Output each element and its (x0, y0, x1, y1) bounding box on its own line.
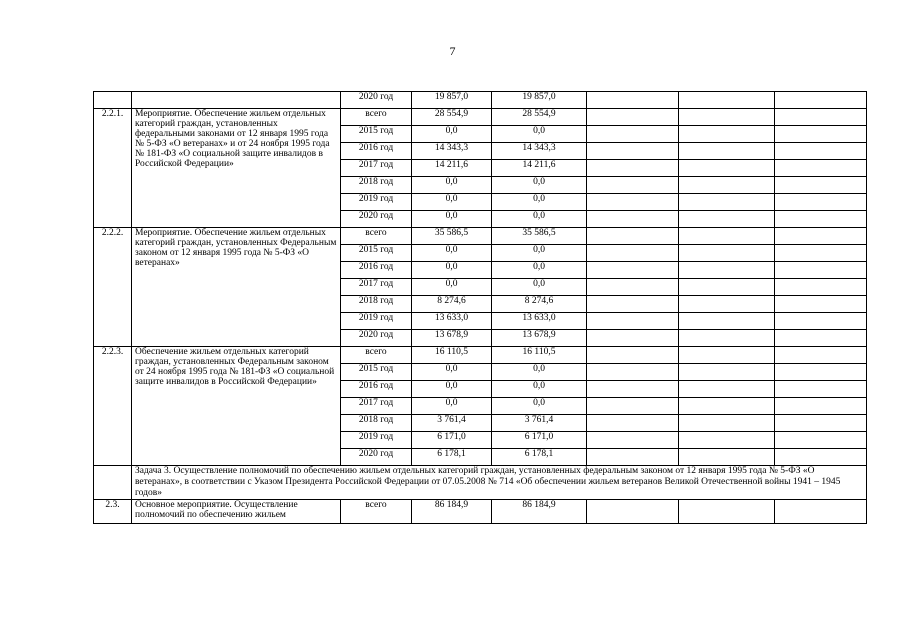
value-budget-cell: 0,0 (492, 245, 587, 262)
empty-cell (587, 432, 679, 449)
value-budget-cell: 0,0 (492, 279, 587, 296)
value-total-cell: 8 274,6 (412, 296, 492, 313)
empty-cell (775, 160, 867, 177)
row-number: 2.2.1. (94, 109, 132, 228)
value-budget-cell: 86 184,9 (492, 500, 587, 524)
year-cell: 2017 год (341, 398, 412, 415)
empty-cell (679, 500, 775, 524)
empty-cell (587, 194, 679, 211)
empty-cell (679, 143, 775, 160)
value-budget-cell: 16 110,5 (492, 347, 587, 364)
empty-cell (775, 398, 867, 415)
value-budget-cell: 14 343,3 (492, 143, 587, 160)
empty-cell (587, 143, 679, 160)
row-number: 2.2.2. (94, 228, 132, 347)
empty-cell (775, 194, 867, 211)
empty-cell (679, 92, 775, 109)
value-total-cell: 16 110,5 (412, 347, 492, 364)
empty-cell (775, 296, 867, 313)
empty-cell (587, 228, 679, 245)
empty-cell (775, 364, 867, 381)
empty-cell (775, 228, 867, 245)
empty-cell (587, 262, 679, 279)
year-cell: всего (341, 347, 412, 364)
empty-cell (775, 432, 867, 449)
empty-cell (775, 262, 867, 279)
value-total-cell: 0,0 (412, 126, 492, 143)
row-description: Обеспечение жильем отдельных категорий граждан, установленных Федеральным законом от 24 ноября 1995 года № 181-ФЗ «О социальной защите инвалидов в Российской Федерации» (132, 347, 341, 466)
value-budget-cell: 0,0 (492, 126, 587, 143)
empty-cell (679, 160, 775, 177)
empty-cell (679, 449, 775, 466)
empty-cell (587, 381, 679, 398)
row-description: Основное мероприятие. Осуществление полномочий по обеспечению жильем (132, 500, 341, 524)
empty-cell (587, 398, 679, 415)
year-cell: 2015 год (341, 364, 412, 381)
table-row (94, 500, 867, 524)
empty-cell (679, 245, 775, 262)
value-budget-cell: 6 178,1 (492, 449, 587, 466)
year-cell: 2018 год (341, 296, 412, 313)
empty-cell (679, 296, 775, 313)
value-budget-cell: 8 274,6 (492, 296, 587, 313)
empty-cell (679, 262, 775, 279)
empty-cell (775, 415, 867, 432)
year-cell: 2018 год (341, 177, 412, 194)
empty-cell (775, 177, 867, 194)
value-total-cell: 13 633,0 (412, 313, 492, 330)
empty-cell (94, 466, 132, 500)
value-total-cell: 6 178,1 (412, 449, 492, 466)
year-cell: 2016 год (341, 262, 412, 279)
row-number: 2.2.3. (94, 347, 132, 466)
empty-cell (775, 109, 867, 126)
empty-cell (679, 364, 775, 381)
value-budget-cell: 13 633,0 (492, 313, 587, 330)
year-cell: 2016 год (341, 143, 412, 160)
value-total-cell: 19 857,0 (412, 92, 492, 109)
value-total-cell: 28 554,9 (412, 109, 492, 126)
empty-cell (587, 313, 679, 330)
year-cell: всего (341, 228, 412, 245)
empty-cell (587, 109, 679, 126)
value-budget-cell: 0,0 (492, 211, 587, 228)
empty-cell (679, 109, 775, 126)
value-budget-cell: 35 586,5 (492, 228, 587, 245)
empty-cell (587, 211, 679, 228)
year-cell: 2020 год (341, 330, 412, 347)
value-total-cell: 0,0 (412, 211, 492, 228)
empty-cell (587, 160, 679, 177)
empty-cell (587, 245, 679, 262)
year-cell: 2019 год (341, 194, 412, 211)
empty-cell (775, 330, 867, 347)
empty-cell (587, 126, 679, 143)
year-cell: 2016 год (341, 381, 412, 398)
empty-cell (775, 500, 867, 524)
value-total-cell: 0,0 (412, 177, 492, 194)
empty-cell (775, 347, 867, 364)
year-cell: 2020 год (341, 211, 412, 228)
empty-cell (775, 313, 867, 330)
row-number: 2.3. (94, 500, 132, 524)
value-budget-cell: 0,0 (492, 398, 587, 415)
empty-cell (775, 381, 867, 398)
value-budget-cell: 0,0 (492, 262, 587, 279)
empty-cell (775, 245, 867, 262)
value-budget-cell: 0,0 (492, 381, 587, 398)
empty-cell (587, 296, 679, 313)
empty-cell (679, 313, 775, 330)
empty-cell (587, 364, 679, 381)
value-budget-cell: 0,0 (492, 177, 587, 194)
row-description: Мероприятие. Обеспечение жильем отдельных категорий граждан, установленных Федеральным законом от 12 января 1995 года № 5-ФЗ «О ветеранах» (132, 228, 341, 347)
value-total-cell: 0,0 (412, 364, 492, 381)
empty-cell (679, 381, 775, 398)
year-cell: 2020 год (341, 92, 412, 109)
value-total-cell: 0,0 (412, 381, 492, 398)
value-total-cell: 14 211,6 (412, 160, 492, 177)
value-budget-cell: 28 554,9 (492, 109, 587, 126)
empty-cell (587, 92, 679, 109)
year-cell: 2017 год (341, 279, 412, 296)
table-row (94, 228, 867, 245)
table-row (94, 347, 867, 364)
value-total-cell: 6 171,0 (412, 432, 492, 449)
budget-table (93, 91, 867, 524)
value-budget-cell: 13 678,9 (492, 330, 587, 347)
year-cell: 2020 год (341, 449, 412, 466)
empty-cell (775, 211, 867, 228)
value-total-cell: 86 184,9 (412, 500, 492, 524)
empty-cell (679, 228, 775, 245)
year-cell: 2015 год (341, 126, 412, 143)
empty-cell (679, 279, 775, 296)
value-total-cell: 14 343,3 (412, 143, 492, 160)
value-budget-cell: 0,0 (492, 194, 587, 211)
value-budget-cell: 6 171,0 (492, 432, 587, 449)
empty-cell (679, 415, 775, 432)
value-total-cell: 0,0 (412, 398, 492, 415)
value-total-cell: 0,0 (412, 279, 492, 296)
empty-cell (679, 126, 775, 143)
task-row (94, 466, 867, 500)
empty-cell (587, 330, 679, 347)
empty-cell (679, 432, 775, 449)
value-budget-cell: 3 761,4 (492, 415, 587, 432)
empty-cell (775, 279, 867, 296)
table-body (94, 92, 867, 524)
empty-cell (775, 126, 867, 143)
year-cell: 2019 год (341, 432, 412, 449)
empty-cell (679, 211, 775, 228)
value-total-cell: 3 761,4 (412, 415, 492, 432)
empty-cell (587, 177, 679, 194)
page-number: 7 (449, 44, 456, 58)
year-cell: 2017 год (341, 160, 412, 177)
value-total-cell: 0,0 (412, 194, 492, 211)
value-total-cell: 13 678,9 (412, 330, 492, 347)
table-row (94, 109, 867, 126)
value-budget-cell: 14 211,6 (492, 160, 587, 177)
value-total-cell: 0,0 (412, 245, 492, 262)
year-cell: 2018 год (341, 415, 412, 432)
year-cell: всего (341, 109, 412, 126)
row-description (132, 92, 341, 109)
empty-cell (679, 347, 775, 364)
empty-cell (587, 347, 679, 364)
value-total-cell: 0,0 (412, 262, 492, 279)
empty-cell (679, 177, 775, 194)
table-row (94, 92, 867, 109)
empty-cell (679, 194, 775, 211)
empty-cell (679, 330, 775, 347)
year-cell: 2015 год (341, 245, 412, 262)
year-cell: всего (341, 500, 412, 524)
value-budget-cell: 0,0 (492, 364, 587, 381)
empty-cell (587, 449, 679, 466)
empty-cell (587, 279, 679, 296)
row-description: Мероприятие. Обеспечение жильем отдельных категорий граждан, установленных федеральными законами от 12 января 1995 года № 5-ФЗ «О ветеранах» и от 24 ноября 1995 года № 181-ФЗ «О социальной защите инвалидов в Российской Федерации» (132, 109, 341, 228)
empty-cell (587, 500, 679, 524)
empty-cell (775, 92, 867, 109)
task-3-text: Задача 3. Осуществление полномочий по обеспечению жильем отдельных категорий граждан, установленных федеральным законом от 12 января 1995 года № 5-ФЗ «О ветеранах», в соответствии с Указом Президента Российской Федерации от 07.05.2008 № 714 «Об обеспечении жильем ветеранов Великой Отечественной войны 1941 – 1945 годов» (132, 466, 867, 500)
empty-cell (775, 143, 867, 160)
empty-cell (587, 415, 679, 432)
empty-cell (775, 449, 867, 466)
value-budget-cell: 19 857,0 (492, 92, 587, 109)
year-cell: 2019 год (341, 313, 412, 330)
row-number (94, 92, 132, 109)
value-total-cell: 35 586,5 (412, 228, 492, 245)
empty-cell (679, 398, 775, 415)
